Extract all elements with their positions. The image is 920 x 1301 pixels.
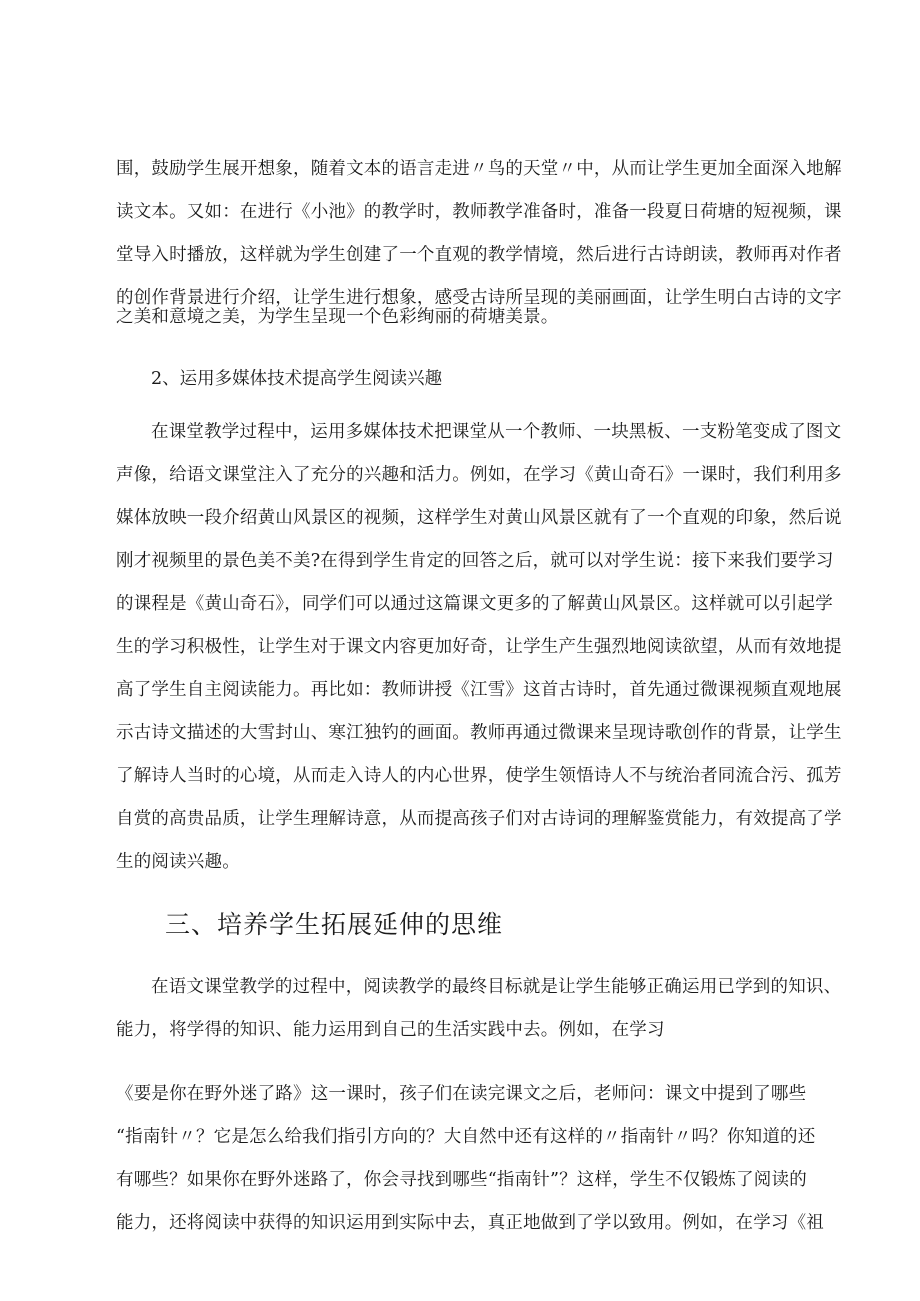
paragraph-2-line-4: 刚才视频里的景色美不美?在得到学生肯定的回答之后，就可以对学生说：接下来我们要学习 bbox=[116, 551, 834, 571]
paragraph-2-line-7: 高了学生自主阅读能力。再比如：教师讲授《江雪》这首古诗时，首先通过微课视频直观地展 bbox=[116, 680, 842, 700]
paragraph-3-line-1: 在语文课堂教学的过程中，阅读教学的最终目标就是让学生能够正确运用已学到的知识、 bbox=[151, 977, 842, 997]
paragraph-1-line-5: 之美和意境之美，为学生呈现一个色彩绚丽的荷塘美景。 bbox=[116, 307, 559, 327]
paragraph-4-line-3: 有哪些？如果你在野外迷路了，你会寻找到哪些“指南针”？这样，学生不仅锻炼了阅读的 bbox=[116, 1170, 807, 1190]
paragraph-2-line-11: 生的阅读兴趣。 bbox=[116, 852, 240, 872]
paragraph-4-line-2: “指南针〃？它是怎么给我们指引方向的？大自然中还有这样的〃指南针〃吗？你知道的还 bbox=[116, 1127, 816, 1147]
paragraph-4-line-1: 《要是你在野外迷了路》这一课时，孩子们在读完课文之后，老师问：课文中提到了哪些 bbox=[116, 1084, 807, 1104]
paragraph-3-line-2: 能力，将学得的知识、能力运用到自己的生活实践中去。例如，在学习 bbox=[116, 1020, 665, 1040]
paragraph-1-line-3: 堂导入时播放，这样就为学生创建了一个直观的教学情境，然后进行古诗朗读，教师再对作者 bbox=[116, 245, 842, 265]
paragraph-2-line-3: 媒体放映一段介绍黄山风景区的视频，这样学生对黄山风景区就有了一个直观的印象，然后说 bbox=[116, 508, 842, 528]
paragraph-2-line-6: 生的学习积极性，让学生对于课文内容更加好奇，让学生产生强烈地阅读欲望，从而有效地提 bbox=[116, 637, 842, 657]
paragraph-2-line-10: 自赏的高贵品质，让学生理解诗意，从而提高孩子们对古诗词的理解鉴赏能力，有效提高了学 bbox=[116, 809, 842, 829]
paragraph-2-line-9: 了解诗人当时的心境，从而走入诗人的内心世界，使学生领悟诗人不与统治者同流合污、孤芳 bbox=[116, 766, 842, 786]
paragraph-4-line-4: 能力，还将阅读中获得的知识运用到实际中去，真正地做到了学以致用。例如，在学习《祖 bbox=[116, 1213, 824, 1233]
paragraph-2-line-1: 在课堂教学过程中，运用多媒体技术把课堂从一个教师、一块黑板、一支粉笔变成了图文 bbox=[151, 422, 842, 442]
paragraph-1-line-4: 的创作背景进行介绍，让学生进行想象，感受古诗所呈现的美丽画面，让学生明白古诗的文字 bbox=[116, 288, 842, 308]
subheading-2: 2、运用多媒体技术提高学生阅读兴趣 bbox=[151, 369, 443, 389]
paragraph-1-line-2: 读文本。又如：在进行《小池》的教学时，教师教学准备时，准备一段夏日荷塘的短视频，课 bbox=[116, 202, 842, 222]
section-heading-3: 三、培养学生拓展延伸的思维 bbox=[165, 910, 504, 939]
paragraph-1-line-1: 围，鼓励学生展开想象，随着文本的语言走进〃鸟的天堂〃中，从而让学生更加全面深入地解 bbox=[116, 159, 842, 179]
paragraph-2-line-5: 的课程是《黄山奇石》，同学们可以通过这篇课文更多的了解黄山风景区。这样就可以引起学 bbox=[116, 594, 833, 614]
paragraph-2-line-2: 声像，给语文课堂注入了充分的兴趣和活力。例如，在学习《黄山奇石》一课时，我们利用多 bbox=[116, 465, 842, 485]
paragraph-2-line-8: 示古诗文描述的大雪封山、寒江独钓的画面。教师再通过微课来呈现诗歌创作的背景，让学生 bbox=[116, 723, 842, 743]
